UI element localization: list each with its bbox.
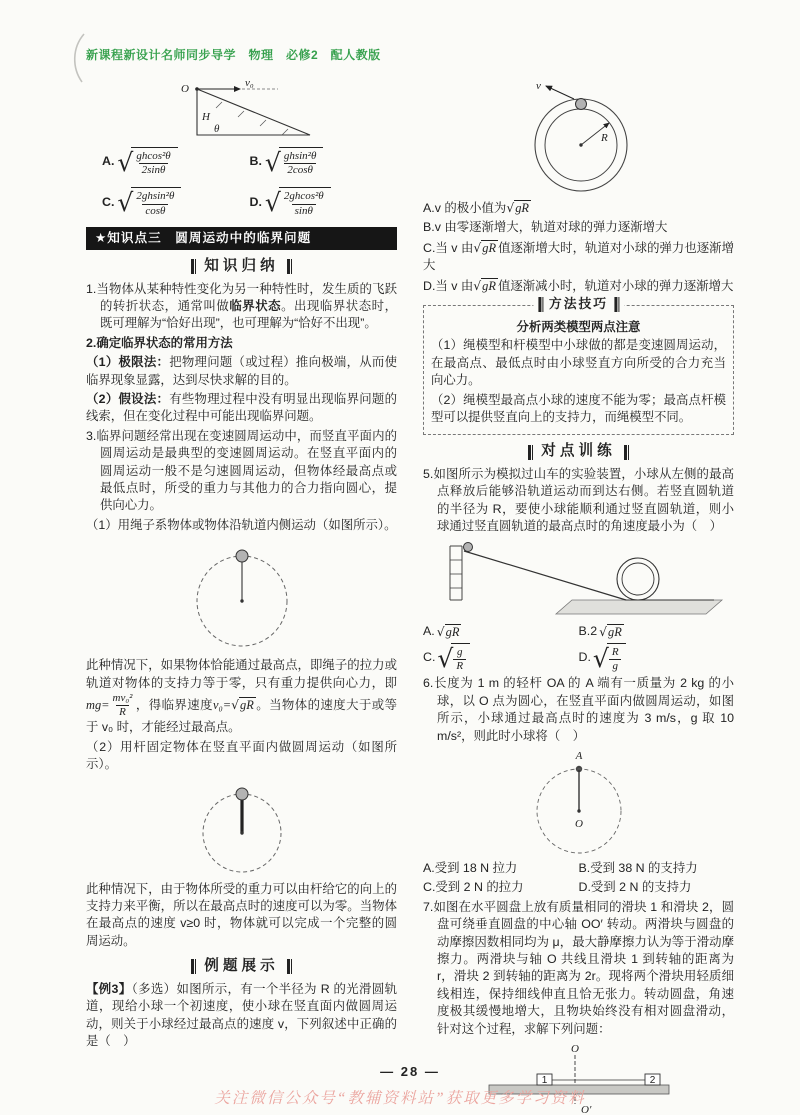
ball [463, 542, 472, 551]
section-title: 例题展示 [204, 958, 279, 975]
slope-track [464, 551, 626, 600]
method-hypothesis [86, 391, 397, 426]
text: 此种情况下，如果物体恰能通过最高点，即绳子的拉力或轨道对物体的支持力等于零，只有重力提供向心力，即 [86, 658, 397, 690]
question-5: 5.如图所示为模拟过山车的实验装置，小球从左侧的最高点释放后能够沿轨道运动而到达右侧。若竖直圆轨道的半径为 R，要使小球能顺利通过竖直圆轨道，则小球通过竖直圆轨道的最高点时的角速度最小为（ ） [423, 466, 734, 534]
hatch-mark [216, 102, 222, 108]
q6-options-row-1 [423, 860, 734, 877]
denominator: cosθ [142, 204, 168, 218]
text: C.当 v 由 [423, 240, 474, 255]
option-label: C. [102, 194, 115, 209]
string-model-intro: （1）用绳子系物体或物体沿轨道内侧运动（如图所示）。 [86, 517, 397, 532]
method-tip-2: （2）绳模型最高点小球的速度不能为零；最高点杆模型可以提供竖直向上的支持力，而绳模型不同。 [431, 392, 726, 425]
ball [575, 99, 586, 110]
header-ornament-right [287, 259, 292, 274]
incline-figure-wrap [86, 78, 397, 142]
radical-sign: √ [437, 643, 454, 673]
method-tips-subtitle: 分析两类模型两点注意 [516, 320, 641, 335]
sqrt-formula [265, 147, 323, 177]
rod-model-diagram [186, 778, 298, 876]
example3-option-a [423, 199, 734, 217]
label-o: O [570, 1042, 579, 1055]
sqrt-formula [599, 623, 624, 641]
radical-sign: √ [264, 188, 281, 218]
question-6: 6.长度为 1 m 的轻杆 OA 的 A 端有一质量为 2 kg 的小球，以 O 点为圆心，在竖直平面内做圆周运动，如图所示，小球通过最高点时的速度为 3 m/s，g 取 10 m/s²，则此时小球将（ ） [423, 676, 734, 743]
radicand: gR [445, 624, 460, 639]
method-lead: （2）假设法： [86, 392, 170, 406]
denominator: R [116, 705, 129, 719]
q6-figure-wrap [423, 749, 734, 855]
sqrt-formula [117, 187, 181, 217]
section-training [423, 443, 734, 460]
label-o: O [180, 83, 189, 95]
option-d [250, 187, 398, 217]
label-a: A [575, 749, 582, 762]
example-3 [86, 981, 397, 1051]
coaster-figure-wrap [423, 540, 734, 618]
equation-lhs: mg= [86, 698, 110, 713]
option-label: A. [102, 154, 115, 169]
string-model-analysis [86, 657, 397, 737]
radical-sign: √ [264, 147, 281, 177]
string-model-diagram [186, 538, 298, 652]
ball [236, 788, 248, 800]
loop-outer [617, 558, 659, 600]
hatch-mark [282, 129, 288, 135]
radicand: gR [608, 624, 622, 639]
label-o: O [574, 817, 583, 830]
center-dot [240, 600, 243, 603]
option-b [250, 147, 398, 177]
label-o-prime: O′ [580, 1103, 591, 1115]
knowledge-item-3: 3.临界问题经常出现在变速圆周运动中，而竖直平面内的圆周运动是最典型的变速圆周运动。在竖直平面内的圆周运动一般不是匀速圆周运动，但物体经最高点或最低点时，所受的重力与其他力的合力指向圆心，提供向心力。 [86, 428, 397, 513]
header-ornament-left [538, 297, 543, 312]
incline-diagram [142, 78, 342, 142]
ball [236, 550, 248, 562]
radicand: gR [515, 201, 529, 215]
denominator: 2cosθ [284, 163, 316, 177]
radical-sign: √ [117, 188, 134, 218]
hatch-mark [260, 120, 266, 126]
text: 1.当物体从某种特性变化为另一种特性时，发生质的飞跃的转折状态，通常叫做 [86, 281, 397, 313]
numerator: g [456, 645, 463, 658]
option-c [102, 187, 250, 217]
option-label: C. [423, 650, 436, 665]
right-column [423, 74, 734, 1115]
numerator: ghsin²θ [283, 150, 317, 162]
coaster-diagram [430, 540, 728, 618]
text: ，得临界速度 [135, 698, 213, 713]
q6-diagram [519, 749, 639, 855]
knowledge-point-banner: ★知识点三 圆周运动中的临界问题 [86, 227, 397, 250]
sqrt-formula [117, 147, 177, 177]
sqrt-formula [437, 643, 470, 673]
option-label: B.2 [578, 624, 598, 638]
radical-sign: √ [592, 643, 609, 673]
numerator: mv₀² [112, 692, 133, 705]
q5-options-row-1 [423, 623, 734, 641]
sqrt-formula [473, 241, 498, 255]
label-block-2: 2 [649, 1074, 655, 1086]
fraction [110, 692, 136, 719]
numerator: R [611, 645, 619, 658]
q5-option-a [423, 623, 579, 641]
option-label: A. [423, 624, 435, 638]
header-ornament-left [191, 259, 196, 274]
center-dot [240, 831, 243, 834]
hatch-mark [238, 111, 244, 117]
section-example [86, 958, 397, 975]
method-tips-box [423, 297, 734, 435]
rod-model-analysis: 此种情况下，由于物体所受的重力可以由杆给它的向上的支持力来平衡，所以在最高点时的速度可以为零。当物体在最高点的速度 v≥0 时，物体就可以完成一个完整的圆周运动。 [86, 881, 397, 948]
left-column [86, 74, 397, 1115]
text: 把物理问题（或过程）推向极端，从而使临界现象显露，达到尽快求解的目的。 [86, 355, 397, 387]
loop-inner [622, 563, 654, 595]
text: D.当 v 由 [423, 278, 474, 293]
method-lead: （1）极限法： [86, 355, 170, 370]
q5-option-d [579, 643, 735, 673]
section-title: 方法技巧 [548, 297, 609, 312]
q6-option-b: B.受到 38 N 的支持力 [578, 860, 698, 875]
label-r: R [600, 132, 608, 144]
radicand: gR [482, 278, 496, 293]
radicand: gR [482, 240, 497, 255]
numerator: 2ghcos²θ [283, 190, 324, 203]
label-block-1: 1 [541, 1074, 547, 1086]
radical-sign: √ [473, 239, 482, 255]
content-columns [86, 74, 734, 1115]
footer-watermark: 关注微信公众号“教辅资料站”获取更多学习资料 [214, 1090, 586, 1107]
text: 值逐渐减小时，轨道对小球的弹力逐渐增大 [497, 278, 734, 293]
tube-track-figure-wrap [423, 78, 734, 194]
option-label: D. [578, 650, 591, 665]
header-ornament-left [191, 959, 196, 974]
rod-model-figure-wrap [86, 778, 397, 876]
section-title: 对点训练 [541, 443, 616, 460]
q5-option-b [579, 623, 735, 641]
radical-sign: √ [231, 697, 240, 713]
sqrt-formula [473, 279, 498, 293]
sqrt-formula [593, 643, 626, 673]
center-dot [577, 809, 580, 812]
q6-options-row-2 [423, 879, 734, 896]
label-v: v [535, 80, 541, 92]
example-label: 【例3】 [86, 981, 132, 996]
radical-sign: √ [599, 623, 608, 639]
section-title: 知识归纳 [204, 258, 279, 275]
question-7: 7.如图在水平圆盘上放有质量相同的滑块 1 和滑块 2，圆盘可绕垂直圆盘的中心轴 OO′ 转动。两滑块与圆盘的动摩擦因数相同均为 μ，最大静摩擦力认为等于滑动摩擦力。两滑块与轴 O 共线且滑块 1 到转轴的距离为 r，滑块 2 到转轴的距离为 2r。现将两个滑块用轻质细线相连，保持细线伸直且恰无张力。转动圆盘，角速度极其缓慢地增大，且物块始终没有相对圆盘滑动，针对这个过程，求解下列问题： [423, 899, 734, 1036]
radical-sign: √ [506, 200, 515, 215]
sqrt-formula [231, 698, 256, 712]
corner-curve [75, 34, 84, 82]
text: 有些物理过程中没有明显出现临界问题的线索，但在变化过程中可能出现临界问题。 [86, 392, 397, 424]
q5-options-row-2 [423, 643, 734, 673]
page-header: 新课程新设计名师同步导学 物理 必修2 配人教版 [86, 48, 381, 62]
tube-track-diagram [503, 78, 655, 194]
knowledge-item-1 [86, 281, 397, 333]
option-label: D. [249, 194, 262, 209]
method-tips-title [533, 296, 624, 313]
q6-option-a: A.受到 18 N 拉力 [423, 860, 518, 875]
rod-model-intro: （2）用杆固定物体在竖直平面内做圆周运动（如图所示）。 [86, 739, 397, 772]
header-ornament-right [287, 959, 292, 974]
velocity-arrow [546, 86, 574, 99]
q6-option-d: D.受到 2 N 的支持力 [578, 880, 692, 895]
radical-sign: √ [436, 623, 445, 639]
header-ornament-right [624, 445, 629, 460]
denominator: g [609, 659, 621, 673]
text: 。出现临界状态时，既可理解为“恰好出现”，也可理解为“恰好不出现”。 [100, 298, 398, 331]
example3-option-b: B.v 由零逐渐增大，轨道对球的弹力逐渐增大 [423, 220, 668, 235]
denominator: R [453, 659, 466, 673]
method-tip-1: （1）绳模型和杆模型中小球做的都是变速圆周运动，在最高点、最低点时由小球竖直方向所受的合力充当向心力。 [431, 338, 726, 388]
center-dot [579, 143, 582, 146]
header-ornament-left [528, 445, 533, 460]
sqrt-formula [437, 623, 462, 641]
q5-option-c [423, 643, 579, 673]
option-a [102, 147, 250, 177]
section-knowledge-summary [86, 258, 397, 275]
ground-slab [556, 600, 722, 614]
previous-question-options [86, 147, 397, 218]
option-label: B. [249, 154, 262, 169]
text: A.v 的极小值为 [423, 201, 507, 215]
header-ornament-right [614, 297, 619, 312]
method-limit [86, 354, 397, 389]
text: （多选）如图所示，有一个半径为 R 的光滑圆轨道，现给小球一个初速度，使小球在竖直面内做圆周运动，则关于小球经过最高点的速度 v，下列叙述中正确的是（ ） [86, 981, 397, 1048]
page-number: — 28 — [380, 1064, 440, 1079]
label-h: H [201, 111, 210, 123]
sqrt-formula [265, 187, 331, 217]
label-theta: θ [213, 123, 219, 135]
string-model-figure-wrap [86, 538, 397, 652]
knowledge-item-2-head: 2.确定临界状态的常用方法 [86, 335, 233, 350]
label-v0: v₀ [244, 78, 254, 89]
denominator: sinθ [292, 204, 316, 218]
q6-option-c: C.受到 2 N 的拉力 [423, 880, 524, 895]
radical-sign: √ [473, 277, 482, 293]
radical-sign: √ [117, 147, 134, 177]
example3-option-d [423, 277, 734, 295]
example3-option-c [423, 239, 734, 275]
text: 值逐渐增大时，轨道对小球的弹力也逐渐增大 [423, 240, 734, 273]
text: 。当物体的速度大于或等于 v₀ 时，才能经过最高点。 [86, 698, 398, 735]
numerator: 2ghsin²θ [136, 190, 175, 203]
denominator: 2sinθ [139, 163, 169, 177]
key-term: 临界状态 [229, 298, 282, 313]
radicand: gR [240, 698, 254, 713]
numerator: ghcos²θ [136, 150, 171, 162]
sqrt-formula [506, 201, 531, 215]
critical-speed: v₀= [212, 698, 232, 713]
